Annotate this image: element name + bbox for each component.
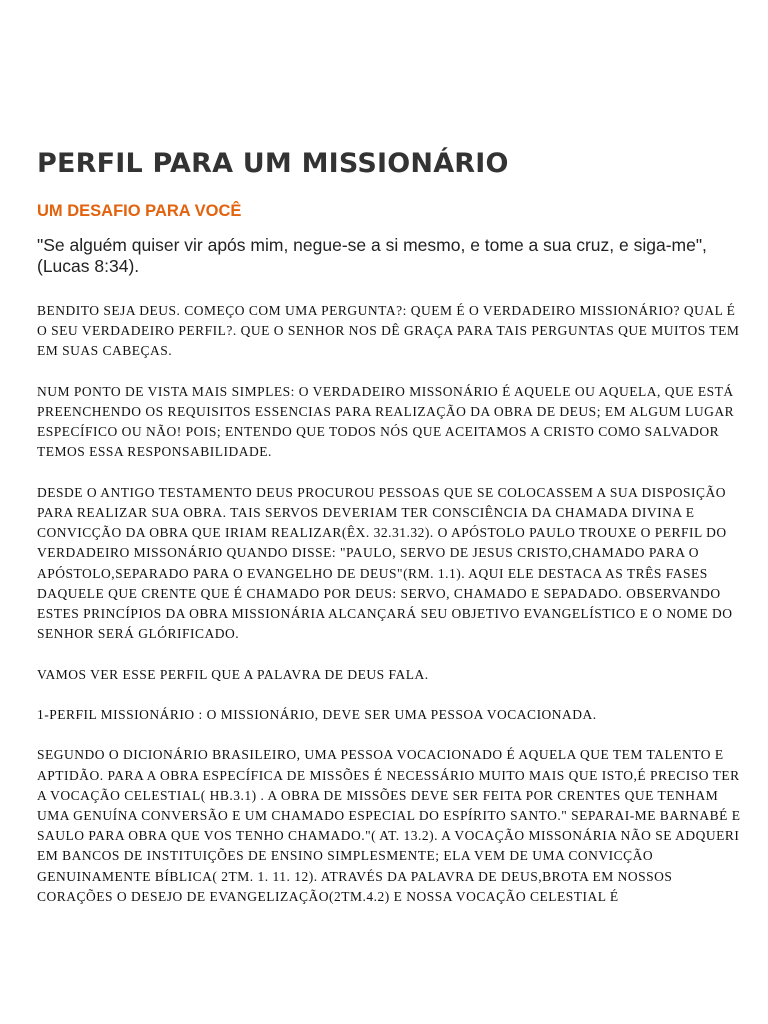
- paragraph-2: NUM PONTO DE VISTA MAIS SIMPLES: O VERDADEIRO MISSONÁRIO É AQUELE OU AQUELA, QUE ESTÁ PREENCHENDO OS REQUISITOS ESSENCIAS PARA REALIZAÇÃO DA OBRA DE DEUS; EM ALGUM LUGAR ESPECÍFICO OU NÃO! POIS; ENTENDO QUE TODOS NÓS QUE ACEITAMOS A CRISTO COMO SALVADOR TEMOS ESSA RESPONSABILIDADE.: [37, 383, 735, 460]
- paragraph-1: BENDITO SEJA DEUS. COMEÇO COM UMA PERGUNTA?: QUEM É O VERDADEIRO MISSIONÁRIO? QUAL É O SEU VERDADEIRO PERFIL?. QUE O SENHOR NOS DÊ GRAÇA PARA TAIS PERGUNTAS QUE MUITOS TEM EM SUAS CABEÇAS.: [37, 303, 740, 359]
- document-body: [37, 301, 741, 907]
- document-page: [37, 146, 741, 927]
- document-title: PERFIL PARA UM MISSIONÁRIO: [37, 148, 509, 179]
- paragraph-6: SEGUNDO O DICIONÁRIO BRASILEIRO, UMA PESSOA VOCACIONADO É AQUELA QUE TEM TALENTO E APTIDÃO. PARA A OBRA ESPECÍFICA DE MISSÕES É NECESSÁRIO MUITO MAIS QUE ISTO,É PRECISO TER A VOCAÇÃO CELESTIAL( HB.3.1) . A OBRA DE MISSÕES DEVE SER FEITA POR CRENTES QUE TENHAM UMA GENUÍNA CONVERSÃO E UM CHAMADO ESPECIAL DO ESPÍRITO SANTO." SEPARAI-ME BARNABÉ E SAULO PARA OBRA QUE VOS TENHO CHAMADO."( AT. 13.2). A VOCAÇÃO MISSONÁRIA NÃO SE ADQUERI EM BANCOS DE INSTITUIÇÕES DE ENSINO SIMPLESMENTE; ELA VEM DE UMA CONVICÇÃO GENUINAMENTE BÍBLICA( 2TM. 1. 11. 12). ATRAVÉS DA PALAVRA DE DEUS,BROTA EM NOSSOS CORAÇÕES O DESEJO DE EVANGELIZAÇÃO(2TM.4.2) E NOSSA VOCAÇÃO CELESTIAL É: [37, 747, 741, 904]
- bible-quote: "Se alguém quiser vir após mim, negue-se a si mesmo, e tome a sua cruz, e siga-me", (Lucas 8:34).: [37, 235, 707, 276]
- paragraph-5: 1-PERFIL MISSIONÁRIO : O MISSIONÁRIO, DEVE SER UMA PESSOA VOCACIONADA.: [37, 707, 597, 722]
- paragraph-3: DESDE O ANTIGO TESTAMENTO DEUS PROCUROU PESSOAS QUE SE COLOCASSEM A SUA DISPOSIÇÃO PARA REALIZAR SUA OBRA. TAIS SERVOS DEVERIAM TER CONSCIÊNCIA DA CHAMADA DIVINA E CONVICÇÃO DA OBRA QUE IRIAM REALIZAR(ÊX. 32.31.32). O APÓSTOLO PAULO TROUXE O PERFIL DO VERDADEIRO MISSONÁRIO QUANDO DISSE: "PAULO, SERVO DE JESUS CRISTO,CHAMADO PARA O APÓSTOLO,SEPARADO PARA O EVANGELHO DE DEUS"(RM. 1.1). AQUI ELE DESTACA AS TRÊS FASES DAQUELE QUE CRENTE QUE É CHAMADO POR DEUS: SERVO, CHAMADO E SEPADADO. OBSERVANDO ESTES PRINCÍPIOS DA OBRA MISSIONÁRIA ALCANÇARÁ SEU OBJETIVO EVANGELÍSTICO E O NOME DO SENHOR SERÁ GLÓRIFICADO.: [37, 484, 733, 642]
- document-subtitle: UM DESAFIO PARA VOCÊ: [37, 202, 242, 220]
- paragraph-4: VAMOS VER ESSE PERFIL QUE A PALAVRA DE DEUS FALA.: [37, 666, 429, 682]
